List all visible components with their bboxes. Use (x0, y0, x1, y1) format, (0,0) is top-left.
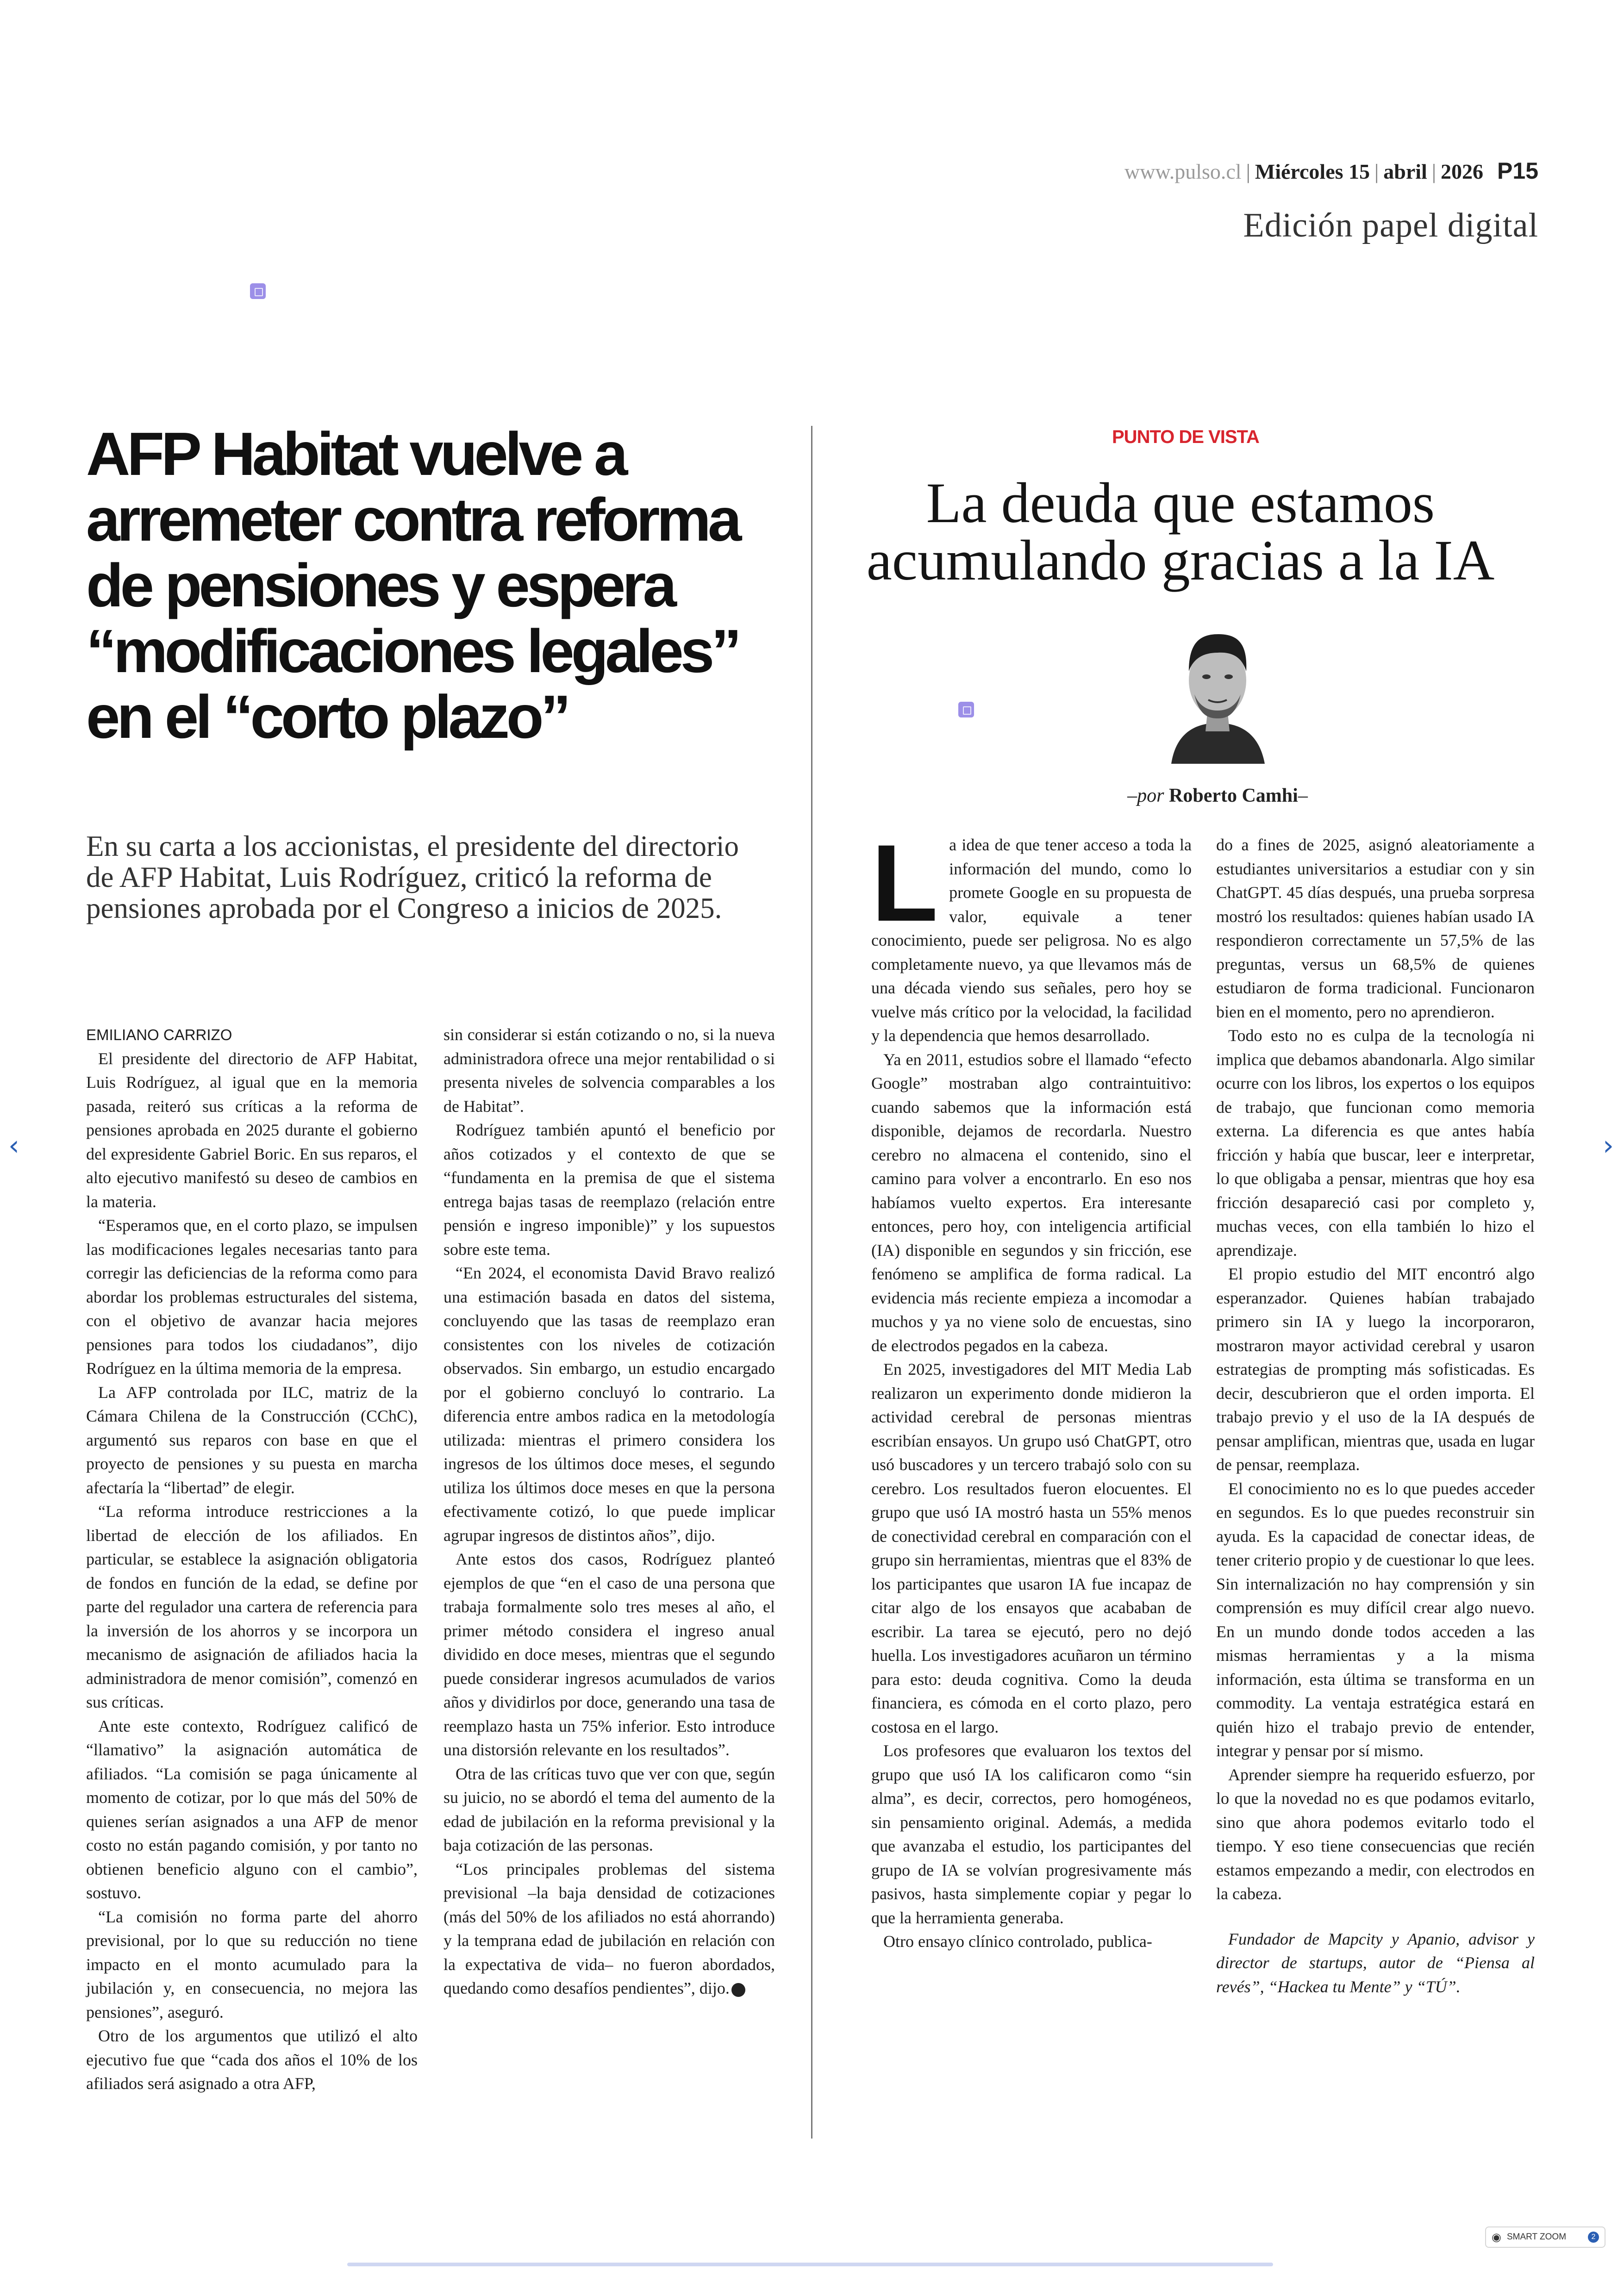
page-scrollbar[interactable] (347, 2263, 1273, 2266)
paragraph: El conocimiento no es lo que puedes acceder en segundos. Es lo que puedes reconstruir sin ayuda. Es la capacidad de conectar ideas, de tener criterio propio y de cuestionar lo que lees. Sin internalización no hay comprensión y sin comprensión es muy difícil crear algo nuevo. En un mundo donde todos acceden a las mismas herramientas y a la misma información, esta última se transforma en un commodity. La ventaja estratégica estará en quién hizo el trabajo previo de entender, integrar y pensar por sí mismo. (1216, 1479, 1535, 1760)
smart-zoom-count: 2 (1588, 2232, 1599, 2243)
edition-label: Edición papel digital (1243, 206, 1538, 244)
smart-zoom-button[interactable] (1485, 2226, 1605, 2248)
opinion-column-1 (871, 822, 1192, 1954)
paragraph: “Esperamos que, en el corto plazo, se impulsen las modificaciones legales necesarias tanto para corregir las deficiencias de la reforma como para abordar los problemas estructurales del sistema, con el objetivo de avanzar hacia mejores pensiones para todos los ciudadanos”, dijo Rodríguez en la última memoria de la empresa. (86, 1216, 418, 1378)
paragraph: Otro de los argumentos que utilizó el alto ejecutivo fue que “cada dos años el 10% de los afiliados será asignado a otra AFP, (86, 2027, 418, 2093)
note-pin-icon[interactable] (250, 283, 266, 299)
paragraph: sin considerar si están cotizando o no, si la nueva administradora ofrece una mejor rentabilidad o si presenta niveles de solvencia comparables a los de Habitat”. (443, 1025, 775, 1116)
section-kicker: PUNTO DE VISTA (1112, 427, 1259, 447)
article-column-1 (86, 1023, 418, 2096)
smart-zoom-label: SMART ZOOM (1506, 2232, 1567, 2242)
site-url: www.pulso.cl (1124, 160, 1242, 183)
paragraph: En 2025, investigadores del MIT Media Lab realizaron un experimento donde midieron la actividad cerebral de personas mientras escribían ensayos. Un grupo usó ChatGPT, otro usó buscadores y un tercero trabajó solo con su cerebro. Los resultados fueron elocuentes. El grupo que usó IA mostró hasta un 55% menos de conectividad cerebral en comparación con el grupo sin herramientas, mientras que el 83% de los participantes que usaron IA fue incapaz de citar algo de los ensayos que acababan de escribir. La tarea se ejecutó, pero no dejó huella. Los investigadores acuñaron un término para esto: deuda cognitiva. Como la deuda financiera, es cómoda en el corto plazo, pero costosa en el largo. (871, 1360, 1192, 1736)
paragraph: Ya en 2011, estudios sobre el llamado “efecto Google” mostraban algo contraintuitivo: cuando sabemos que la información está disponible, dejamos de recordarla. Nuestro cerebro no almacena el contenido, sino el camino para volver a encontrarlo. En eso nos habíamos vuelto expertos. Era interesante entonces, pero hoy, con inteligencia artificial (IA) disponible en segundos y sin fricción, ese fenómeno se amplifica de forma radical. La evidencia más reciente empieza a incomodar a muchos y ya no viene solo de encuestas, sino de electrodos pegados en la cabeza. (871, 1050, 1192, 1355)
article-author: EMILIANO CARRIZO (86, 1026, 232, 1043)
issue-day: Miércoles 15 (1255, 160, 1370, 183)
paragraph: “La comisión no forma parte del ahorro previsional, por lo que su reducción no tiene impacto en el monto acumulado para la jubilación y, en consecuencia, no mejora las pensiones”, aseguró. (86, 1907, 418, 2021)
author-byline: –por Roberto Camhi– (1127, 785, 1308, 806)
chevron-right-icon[interactable]: › (1603, 1129, 1614, 1162)
end-mark-icon (731, 1983, 745, 1997)
paragraph: La idea de que tener acceso a toda la información del mundo, como lo promete Google en su propuesta de valor, equivale a tener conocimiento, puede ser peligrosa. No es algo completamente nuevo, ya que llevamos más de una década viendo sus señales, pero hoy se vuelve más crítico por la velocidad, la facilidad y la dependencia que hemos desarrollado. (871, 822, 1192, 1045)
paragraph: Aprender siempre ha requerido esfuerzo, por lo que la novedad no es que podamos evitarlo, sino que ahora podemos evitarlo todo el tiempo. Y eso tiene consecuencias que recién estamos empezando a medir, con electrodos en la cabeza. (1216, 1765, 1535, 1903)
paragraph: La AFP controlada por ILC, matriz de la Cámara Chilena de la Construcción (CChC), argumentó sus reparos con base en que el proyecto de pensiones y su puesta en marcha afectaría la “libertad” de elegir. (86, 1383, 418, 1497)
column-divider (811, 426, 812, 2139)
paragraph: do a fines de 2025, asignó aleatoriamente a estudiantes universitarios a estudiar con y sin ChatGPT. 45 días después, una prueba sorpresa mostró los resultados: quienes habían usado IA respondieron correctamente un 57,5% de las preguntas, versus un 68,5% de quienes estudiaron de forma tradicional. Funcionaron bien en el momento, pero no aprendieron. (1216, 836, 1535, 1021)
opinion-column-2 (1216, 833, 1535, 1999)
paragraph: El presidente del directorio de AFP Habitat, Luis Rodríguez, al igual que en la memoria pasada, reiteró sus críticas a la reforma de pensiones aprobada en 2025 durante el gobierno del expresidente Gabriel Boric. En sus reparos, el alto ejecutivo manifestó su deseo de cambios en la materia. (86, 1049, 418, 1211)
paragraph-last: “Los principales problemas del sistema previsional –la baja densidad de cotizaciones (más del 50% de los afiliados no está ahorrando) y la temprana edad de jubilación en relación con la expectativa de vida– no fueron abordados, quedando como desafíos pendientes”, dijo. (443, 1859, 775, 1997)
issue-year: 2026 (1441, 160, 1484, 183)
page-header: www.pulso.cl | Miércoles 15 | abril | 2026 P15 (1124, 158, 1538, 184)
author-bio: Fundador de Mapcity y Apanio, advisor y director de startups, autor de “Piensa al revés”, “Hackea tu Mente” y “TÚ”. (1216, 1929, 1535, 1996)
paragraph: “La reforma introduce restricciones a la libertad de elección de los afiliados. En particular, se establece la asignación obligatoria de fondos en función de la edad, se define por parte del regulador una cartera de referencia para la inversión de los ahorros y se incorpora un mecanismo de asignación de afiliados hacia la administradora de menor comisión”, comenzó en sus críticas. (86, 1502, 418, 1711)
paragraph: Ante este contexto, Rodríguez calificó de “llamativo” la asignación automática de afiliados. “La comisión se paga únicamente al momento de cotizar, por lo que más del 50% de quienes serían asignados a una AFP de menor costo no están pagando comisión, y por tanto no obtienen beneficio alguno con el cambio”, sostuvo. (86, 1716, 418, 1902)
drop-cap: L (871, 822, 938, 944)
byline-name: Roberto Camhi (1169, 785, 1298, 806)
paragraph: Otra de las críticas tuvo que ver con que, según su juicio, no se abordó el tema del aumento de la edad de jubilación en la reforma previsional y la baja cotización de las personas. (443, 1764, 775, 1854)
author-portrait (1143, 616, 1292, 764)
article-column-2 (443, 1023, 775, 2001)
paragraph: El propio estudio del MIT encontró algo esperanzador. Quienes habían trabajado primero sin IA y luego la incorporaron, mostraron mayor actividad cerebral y usaron estrategias de prompting más sofisticadas. Es decir, descubrieron que el orden importa. El trabajo previo y el uso de la IA después de pensar amplifican, mientras que, usada en lugar de pensar, reemplaza. (1216, 1265, 1535, 1474)
paragraph: Otro ensayo clínico controlado, publica- (883, 1932, 1152, 1951)
paragraph: “En 2024, el economista David Bravo realizó una estimación basada en datos del sistema, concluyendo que las tasas de reemplazo eran consistentes con los niveles de cotización observados. Sin embargo, un estudio encargado por el gobierno concluyó lo contrario. La diferencia entre ambos radica en la metodología utilizada: mientras el primero considera los ingresos de los últimos doce meses, el segundo utiliza los últimos doce meses en que la persona efectivamente cotizó, lo que puede implicar agrupar ingresos de distintos años”, dijo. (443, 1264, 775, 1545)
note-pin-icon[interactable] (958, 702, 974, 717)
article-deck: En su carta a los accionistas, el presidente del directorio de AFP Habitat, Luis Rodríguez, criticó la reforma de pensiones aprobada por el Congreso a inicios de 2025. (86, 830, 739, 924)
opinion-title: La deuda que estamos acumulando gracias a la IA (866, 471, 1495, 592)
article-headline: AFP Habitat vuelve a arremeter contra reforma de pensiones y espera “modificaciones legales” en el “corto plazo” (86, 420, 739, 751)
paragraph: Ante estos dos casos, Rodríguez planteó ejemplos de que “en el caso de una persona que trabaja formalmente solo tres meses al año, el primer método considera el ingreso anual dividido en doce meses, mientras que el segundo puede considerar ingresos acumulados de varios años y dividirlos por doce, generando una tasa de reemplazo hasta un 75% inferior. Esto introduce una distorsión relevante en los resultados”. (443, 1550, 775, 1759)
paragraph: Los profesores que evaluaron los textos del grupo que usó IA los calificaron como “sin alma”, es decir, correctos, pero homogéneos, sin pensamiento original. Además, a medida que avanzaba el estudio, los participantes del grupo de IA se volvían progresivamente más pasivos, hasta simplemente copiar y pegar lo que la herramienta generaba. (871, 1741, 1192, 1927)
issue-month: abril (1383, 160, 1427, 183)
chevron-left-icon[interactable]: ‹ (8, 1129, 19, 1162)
page-number: P15 (1497, 158, 1538, 184)
paragraph: Rodríguez también apuntó el beneficio por años cotizados y el contexto de que se “fundamenta en la premisa de que el sistema entrega bajas tasas de reemplazo (relación entre pensión e ingreso imponible)” y los supuestos sobre este tema. (443, 1121, 775, 1259)
paragraph: Todo esto no es culpa de la tecnología ni implica que debamos abandonarla. Algo similar ocurre con los libros, los expertos o los equipos de trabajo, que funcionan como memoria externa. La diferencia es que antes había fricción y había que buscar, leer e interpretar, lo que obligaba a pensar, mientras que hoy esa fricción desapareció casi por completo y, muchas veces, con ella también lo hizo el aprendizaje. (1216, 1026, 1535, 1260)
eye-icon: ◉ (1492, 2231, 1501, 2244)
